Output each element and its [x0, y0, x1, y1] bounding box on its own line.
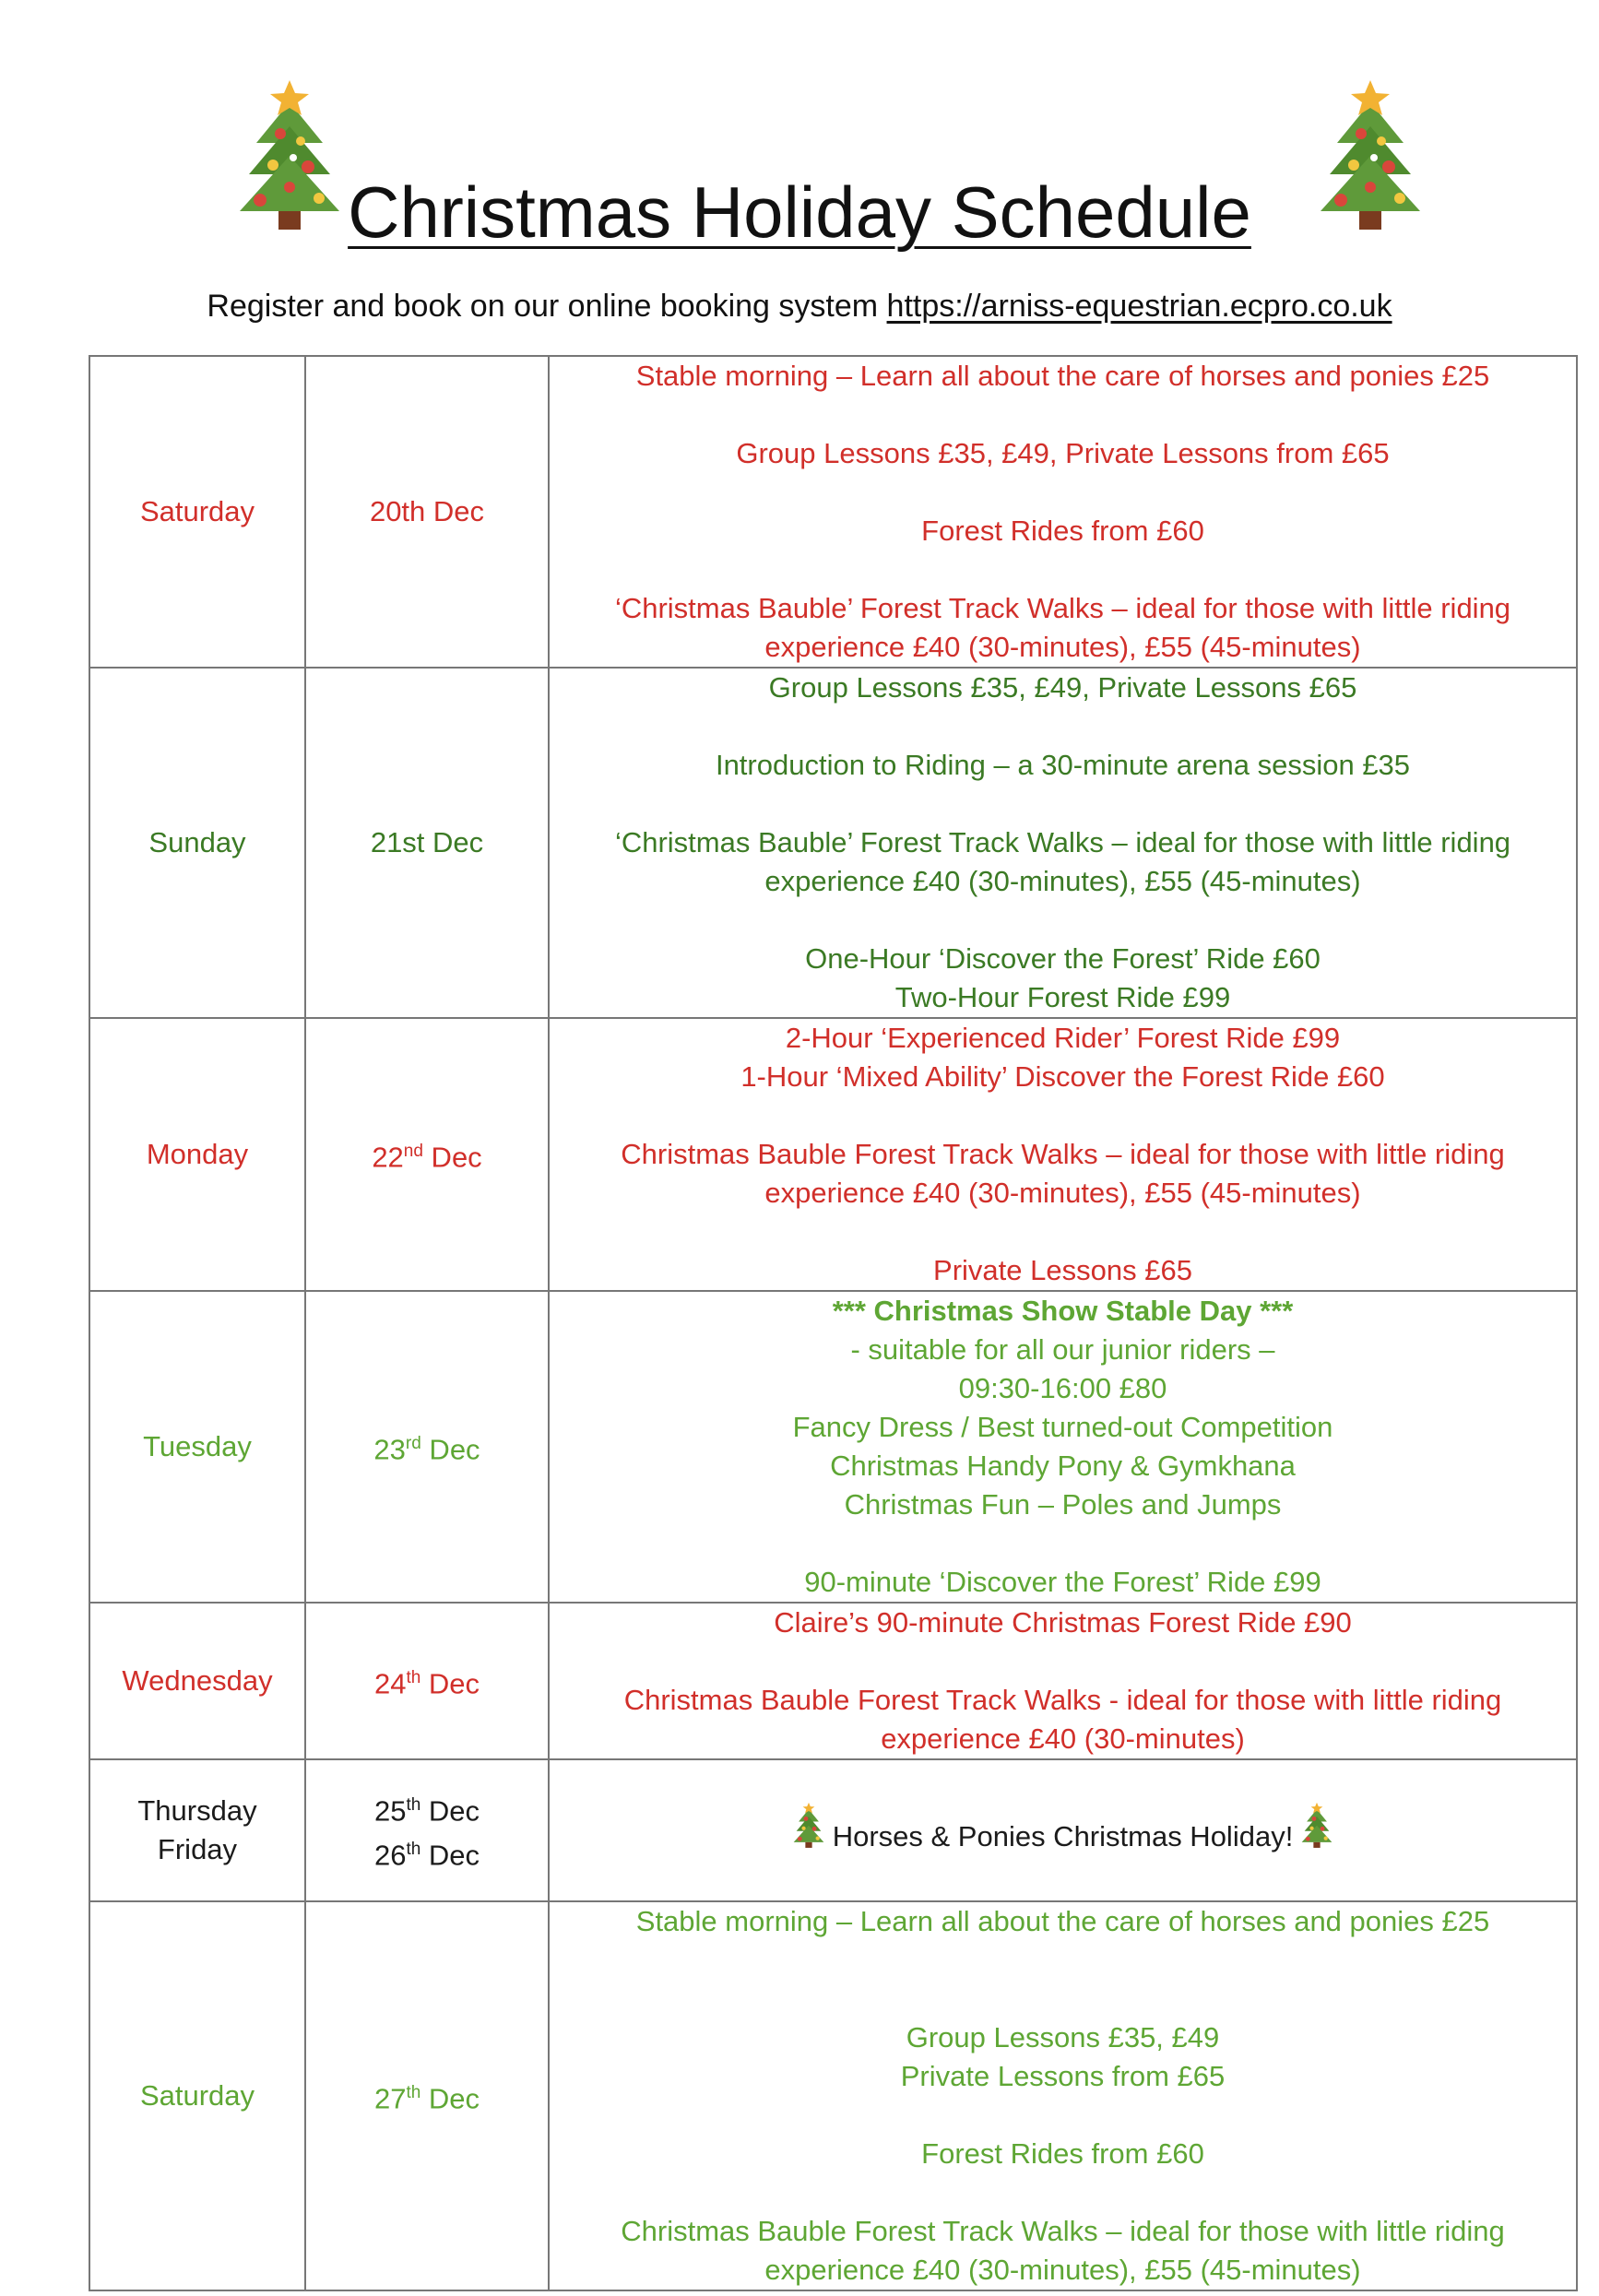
activity-line: [555, 901, 1570, 940]
activity-line: [555, 2096, 1570, 2135]
christmas-tree-icon: [1298, 1800, 1335, 1862]
activity-line: ‘Christmas Bauble’ Forest Track Walks – ideal for those with little riding: [614, 592, 1511, 624]
day-name: Wednesday: [122, 1664, 273, 1697]
activity-line: Christmas Handy Pony & Gymkhana: [830, 1450, 1296, 1482]
activity-line: [555, 473, 1570, 512]
schedule-row: [89, 1603, 1577, 1759]
activity-line: [555, 1941, 1570, 1980]
holiday-text: Horses & Ponies Christmas Holiday!: [832, 1819, 1294, 1852]
activity-line: 90-minute ‘Discover the Forest’ Ride £99: [804, 1566, 1321, 1598]
day-name: Thursday: [137, 1794, 257, 1827]
booking-link[interactable]: https://arniss-equestrian.ecpro.co.uk: [886, 289, 1392, 324]
activities-cell: [549, 1018, 1577, 1291]
day-name: Monday: [146, 1138, 249, 1170]
date-text: [312, 1132, 542, 1177]
activity-line: [555, 550, 1570, 589]
activity-line: Christmas Bauble Forest Track Walks - ideal for those with little riding: [623, 1684, 1502, 1716]
activity-line: - suitable for all our junior riders –: [850, 1333, 1275, 1366]
date-cell: [305, 1901, 549, 2290]
date-number: 25: [373, 1794, 407, 1827]
activity-line: Two-Hour Forest Ride £99: [894, 981, 1231, 1013]
date-cell: [305, 668, 549, 1018]
activity-line: experience £40 (30-minutes), £55 (45-minutes): [764, 1177, 1361, 1209]
date-suffix: nd: [403, 1141, 423, 1161]
activity-line: [555, 396, 1570, 434]
activity-line: Claire’s 90-minute Christmas Forest Ride £90: [774, 1606, 1352, 1639]
date-value: 20th Dec: [369, 495, 485, 527]
day-name: Saturday: [139, 495, 255, 527]
date-text: [312, 1425, 542, 1469]
date-number: 26: [373, 1839, 407, 1872]
activity-line: Stable morning – Learn all about the care of horses and ponies £25: [635, 360, 1490, 392]
day-name: Tuesday: [143, 1430, 252, 1462]
date-month: Dec: [420, 1839, 480, 1872]
date-cell: [305, 356, 549, 668]
day-cell: [89, 1291, 305, 1603]
date-number: 24: [373, 1667, 407, 1700]
activity-line: Private Lessons £65: [933, 1254, 1192, 1286]
day-name: Friday: [157, 1833, 238, 1865]
activity-line: Christmas Bauble Forest Track Walks – ideal for those with little riding: [621, 1138, 1505, 1170]
activity-line: Group Lessons £35, £49: [906, 2021, 1220, 2053]
activity-line: Fancy Dress / Best turned-out Competition: [792, 1411, 1333, 1443]
date-number: 23: [373, 1433, 406, 1466]
page-title: Christmas Holiday Schedule: [348, 172, 1251, 253]
day-name: Sunday: [148, 826, 246, 858]
schedule-row: [89, 356, 1577, 668]
day-cell: [89, 1018, 305, 1291]
activity-line: experience £40 (30-minutes), £55 (45-minutes): [764, 865, 1361, 897]
activity-line: Christmas Bauble Forest Track Walks – ideal for those with little riding: [621, 2215, 1505, 2247]
date-suffix: th: [406, 1840, 421, 1859]
date-text: [312, 1659, 542, 1703]
activity-heading: *** Christmas Show Stable Day ***: [832, 1295, 1294, 1327]
date-cell: [305, 1759, 549, 1901]
date-text: [312, 1830, 542, 1875]
activity-line: 09:30-16:00 £80: [958, 1372, 1167, 1404]
activity-line: ‘Christmas Bauble’ Forest Track Walks – ideal for those with little riding: [614, 826, 1511, 858]
activity-line: Stable morning – Learn all about the care of horses and ponies £25: [635, 1905, 1490, 1937]
activities-cell: [549, 668, 1577, 1018]
activities-cell: [549, 1603, 1577, 1759]
date-suffix: rd: [405, 1433, 421, 1453]
activity-line: [555, 1524, 1570, 1563]
schedule-table: [89, 355, 1578, 2291]
day-cell: [89, 1901, 305, 2290]
activity-line: experience £40 (30-minutes), £55 (45-minutes): [764, 2254, 1361, 2286]
activity-line: [555, 1096, 1570, 1135]
activity-line: [555, 1980, 1570, 2018]
date-cell: [305, 1018, 549, 1291]
date-text: [312, 492, 542, 531]
date-number: 27: [373, 2082, 407, 2115]
activity-line: Group Lessons £35, £49, Private Lessons £65: [768, 671, 1357, 704]
date-text: [312, 2074, 542, 2118]
date-text: [312, 1786, 542, 1830]
date-suffix: th: [406, 2082, 421, 2102]
booking-text: Register and book on our online booking system: [207, 289, 879, 324]
activity-line: One-Hour ‘Discover the Forest’ Ride £60: [805, 942, 1321, 975]
date-value: 21st Dec: [370, 826, 484, 858]
booking-instructions: [0, 289, 1599, 325]
date-month: Dec: [420, 2082, 480, 2115]
date-suffix: th: [406, 1667, 421, 1687]
date-month: Dec: [422, 1141, 482, 1174]
date-month: Dec: [420, 1794, 480, 1827]
date-cell: [305, 1603, 549, 1759]
day-cell: [89, 1603, 305, 1759]
date-cell: [305, 1291, 549, 1603]
day-name: Saturday: [139, 2079, 255, 2112]
schedule-row: [89, 1291, 1577, 1603]
date-month: Dec: [420, 1433, 480, 1466]
christmas-tree-icon: [790, 1800, 827, 1862]
activities-cell: [549, 1759, 1577, 1901]
day-cell: [89, 1759, 305, 1901]
activity-line: Christmas Fun – Poles and Jumps: [844, 1488, 1282, 1521]
schedule-row: [89, 668, 1577, 1018]
activity-line: experience £40 (30-minutes), £55 (45-minutes): [764, 631, 1361, 663]
activity-line: Forest Rides from £60: [921, 2137, 1204, 2170]
date-text: [312, 823, 542, 862]
date-month: Dec: [420, 1667, 480, 1700]
holiday-notice: [555, 1800, 1570, 1862]
activity-line: Forest Rides from £60: [921, 515, 1204, 547]
schedule-row: [89, 1759, 1577, 1901]
activity-line: Group Lessons £35, £49, Private Lessons from £65: [736, 437, 1390, 469]
date-number: 22: [372, 1141, 404, 1174]
schedule-row: [89, 1018, 1577, 1291]
activity-line: [555, 1213, 1570, 1251]
activities-cell: [549, 1901, 1577, 2290]
day-cell: [89, 668, 305, 1018]
activity-line: [555, 1642, 1570, 1681]
activity-line: 1-Hour ‘Mixed Ability’ Discover the Forest Ride £60: [740, 1060, 1385, 1093]
activity-line: experience £40 (30-minutes): [881, 1722, 1245, 1755]
activity-line: [555, 707, 1570, 746]
activities-cell: [549, 356, 1577, 668]
activity-line: Private Lessons from £65: [900, 2060, 1226, 2092]
date-suffix: th: [406, 1794, 421, 1815]
activity-line: Introduction to Riding – a 30-minute arena session £35: [715, 749, 1411, 781]
activity-line: [555, 2173, 1570, 2212]
activities-cell: [549, 1291, 1577, 1603]
schedule-row: [89, 1901, 1577, 2290]
day-cell: [89, 356, 305, 668]
activity-line: [555, 785, 1570, 823]
activity-line: 2-Hour ‘Experienced Rider’ Forest Ride £99: [785, 1022, 1341, 1054]
